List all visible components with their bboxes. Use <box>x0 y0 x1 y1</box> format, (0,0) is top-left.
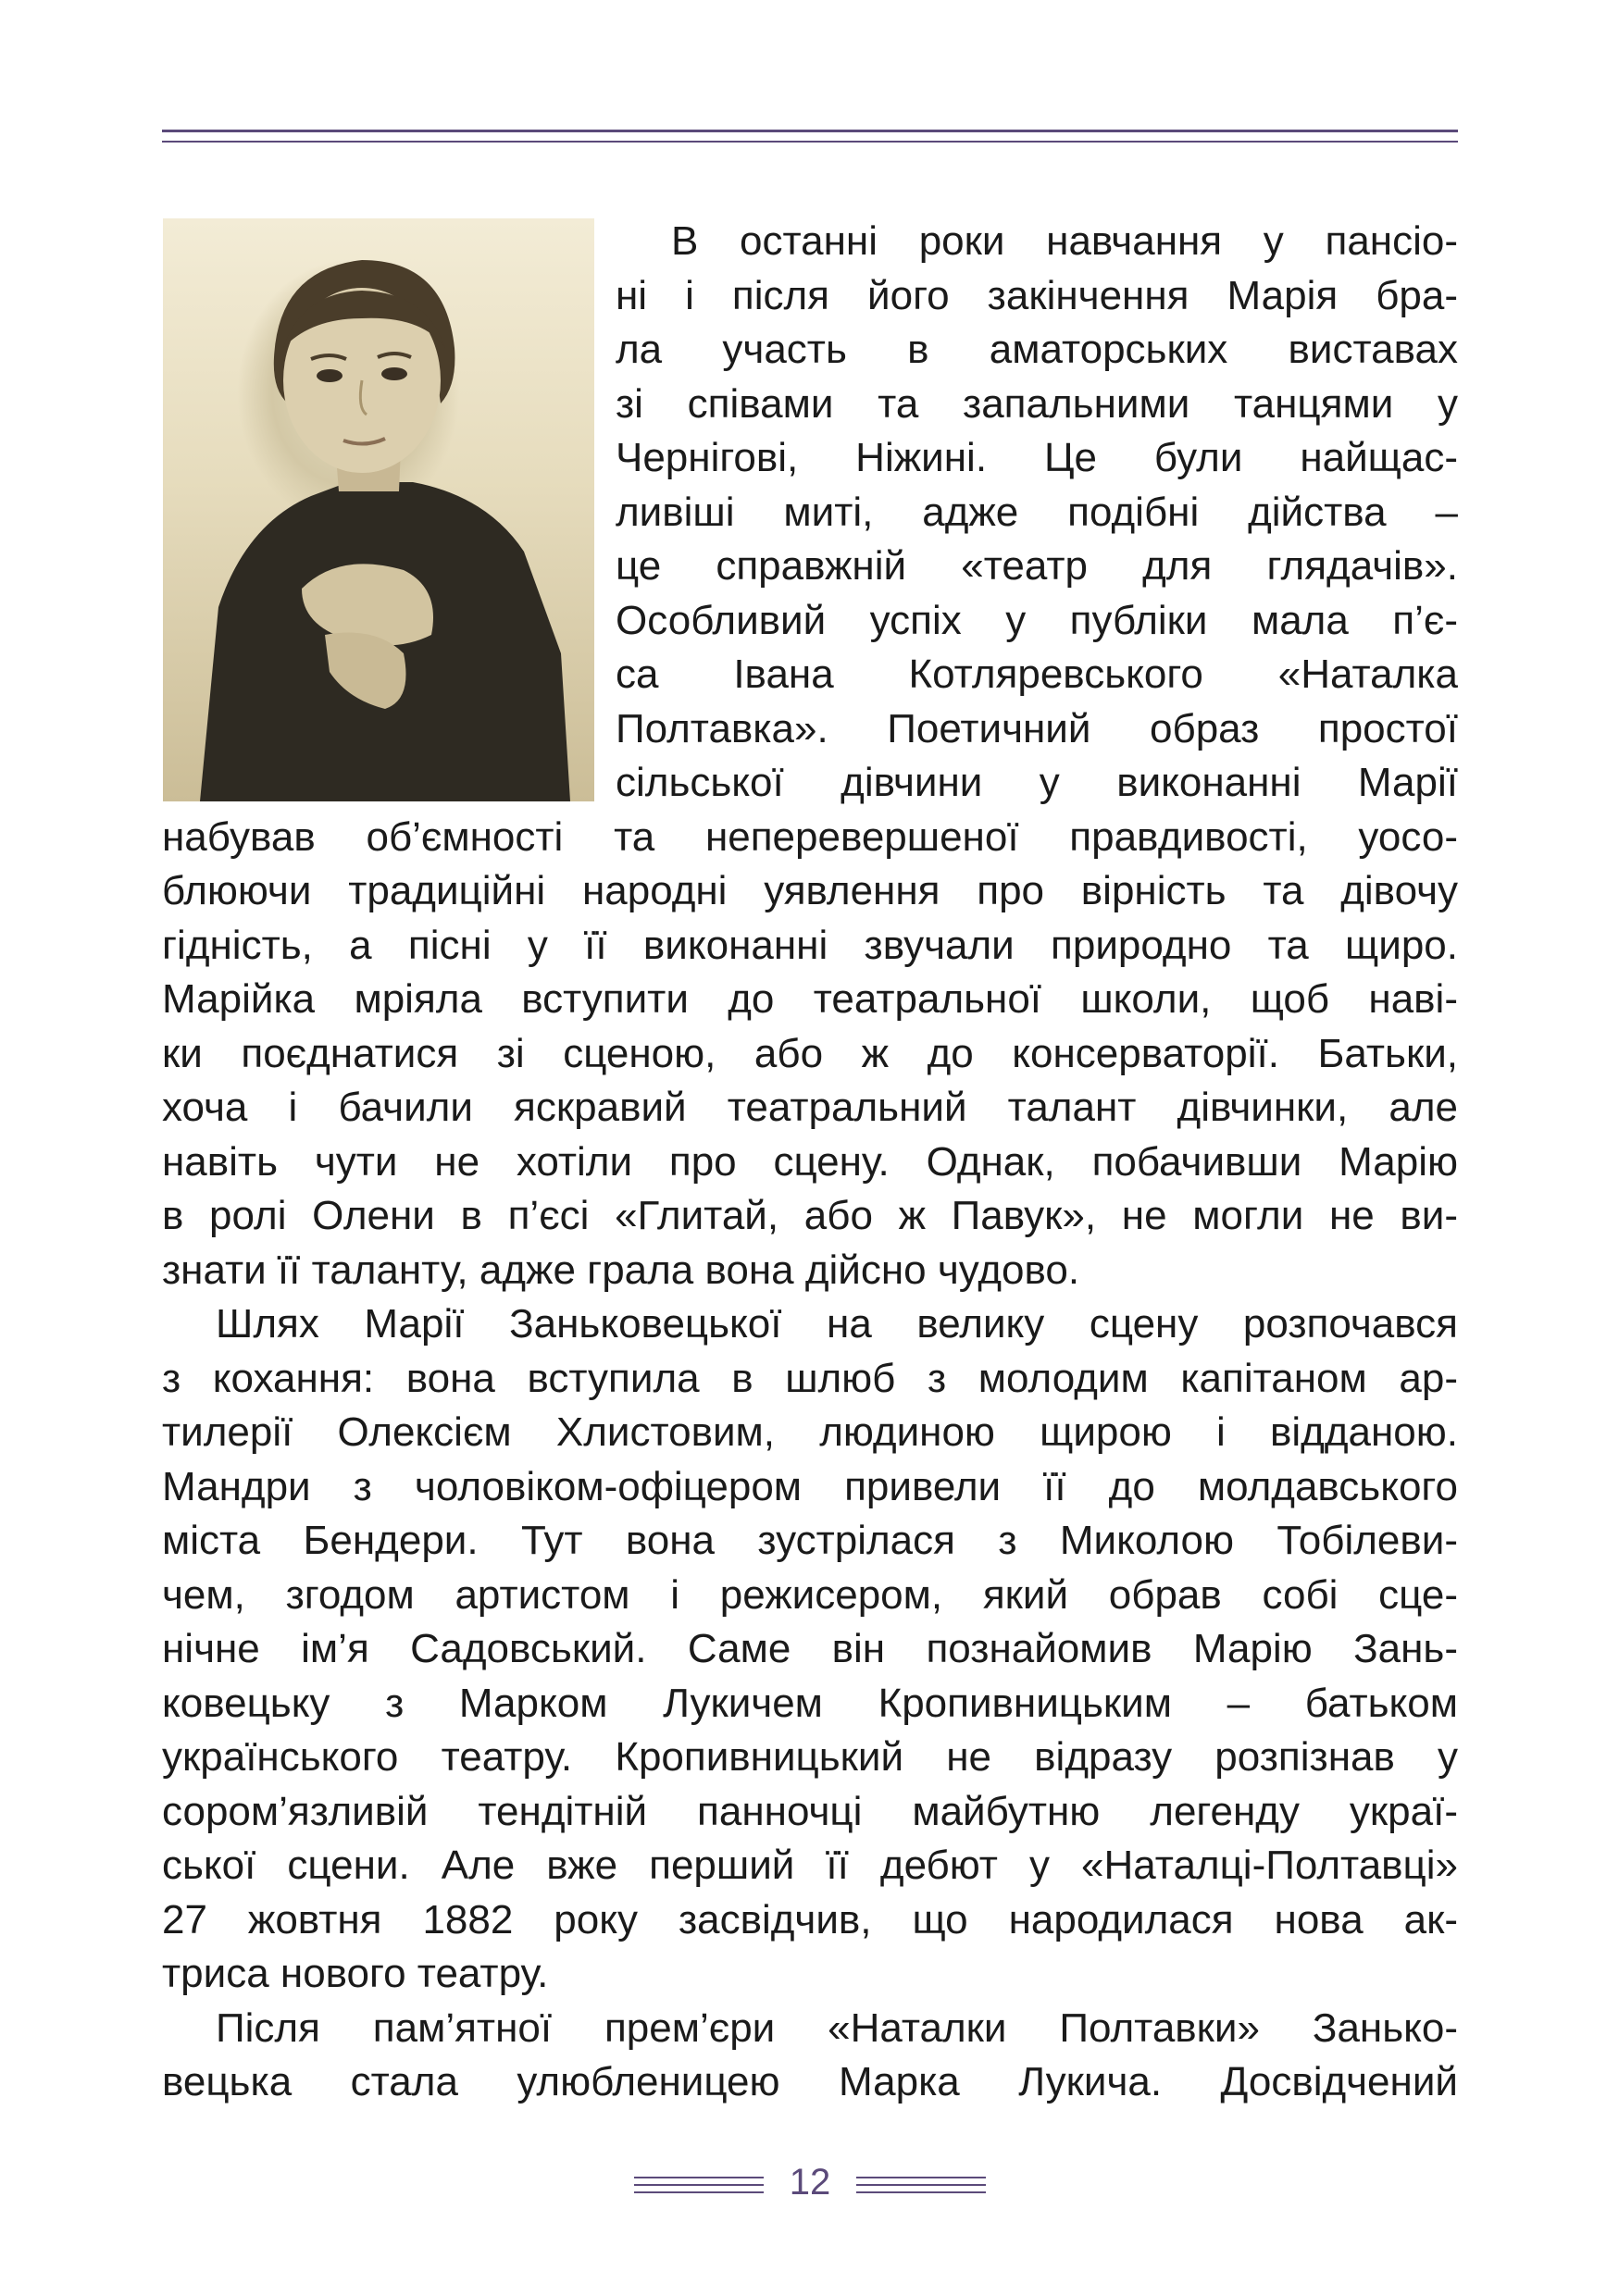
text-line: Після пам’ятної прем’єри «Наталки Полтавки» Занько- <box>216 2004 1458 2051</box>
page-number: 12 <box>789 2162 831 2203</box>
header-rule-bottom <box>162 141 1458 143</box>
article-body <box>162 215 1458 2110</box>
text-line: ки поєднатися зі сценою, або ж до консерваторії. Батьки, <box>162 1030 1458 1076</box>
text-line: 27 жовтня 1882 року засвідчив, що народилася нова ак- <box>162 1896 1458 1942</box>
text-line: навіть чути не хотіли про сцену. Однак, побачивши Марію <box>162 1138 1458 1185</box>
text-line: міста Бендери. Тут вона зустрілася з Миколою Тобілеви- <box>162 1518 1458 1563</box>
text-line: українського театру. Кропивницький не відразу розпізнав у <box>162 1734 1458 1780</box>
text-line: хоча і бачили яскравий театральний талант дівчинки, але <box>162 1085 1458 1130</box>
text-line: вецька стала улюбленицею Марка Лукича. Досвідчений <box>162 2059 1458 2104</box>
text-line: Шлях Марії Заньковецької на велику сцену розпочався <box>216 1301 1458 1347</box>
text-line: блюючи традиційні народні уявлення про вірність та дівочу <box>162 868 1458 913</box>
footer-rule-left <box>634 2177 764 2199</box>
text-line: Чернігові, Ніжині. Це були найщас- <box>616 435 1458 480</box>
text-line: са Івана Котляревського «Наталка <box>616 652 1458 697</box>
text-line: з кохання: вона вступила в шлюб з молодим капітаном ар- <box>162 1355 1458 1401</box>
text-line: гідність, а пісні у її виконанні звучали природно та щиро. <box>162 922 1458 968</box>
text-line: ської сцени. Але вже перший її дебют у «Наталці-Полтавці» <box>162 1843 1458 1888</box>
text-line: ні і після його закінчення Марія бра- <box>616 272 1458 318</box>
text-line: набував об’ємності та неперевершеної правдивості, уосо- <box>162 813 1458 860</box>
text-line: нічне ім’я Садовський. Саме він познайомив Марію Зань- <box>162 1626 1458 1671</box>
text-line: в ролі Олени в п’єсі «Глитай, або ж Павук», не могли не ви- <box>162 1193 1458 1238</box>
text-line: знати її таланту, адже грала вона дійсно чудово. <box>162 1247 1080 1293</box>
page-footer <box>0 2162 1619 2217</box>
text-line: Особливий успіх у публіки мала п’є- <box>616 597 1458 643</box>
text-line: Мандри з чоловіком-офіцером привели її до молдавського <box>162 1463 1458 1509</box>
text-line: ла участь в аматорських виставах <box>616 327 1458 372</box>
text-line: тилерії Олексієм Хлистовим, людиною щирою і відданою. <box>162 1409 1458 1455</box>
text-line: Полтавка». Поетичний образ простої <box>616 705 1458 751</box>
footer-rule-right <box>856 2177 986 2199</box>
text-line: В останні роки навчання у пансіо- <box>671 218 1458 264</box>
text-line: ливіші миті, адже подібні дійства – <box>616 489 1458 535</box>
text-line: триса нового театру. <box>162 1951 549 1996</box>
text-line: Марійка мріяла вступити до театральної школи, щоб наві- <box>162 976 1458 1022</box>
header-rule-top <box>162 130 1458 132</box>
text-line: чем, згодом артистом і режисером, який обрав собі сце- <box>162 1571 1458 1618</box>
text-line: це справжній «театр для глядачів». <box>616 543 1458 589</box>
text-line: сором’язливій тендітній панночці майбутню легенду украї- <box>162 1788 1458 1834</box>
text-line: зі співами та запальними танцями у <box>616 380 1458 427</box>
text-line: ковецьку з Марком Лукичем Кропивницьким – батьком <box>162 1680 1458 1726</box>
text-line: сільської дівчини у виконанні Марії <box>616 760 1458 805</box>
